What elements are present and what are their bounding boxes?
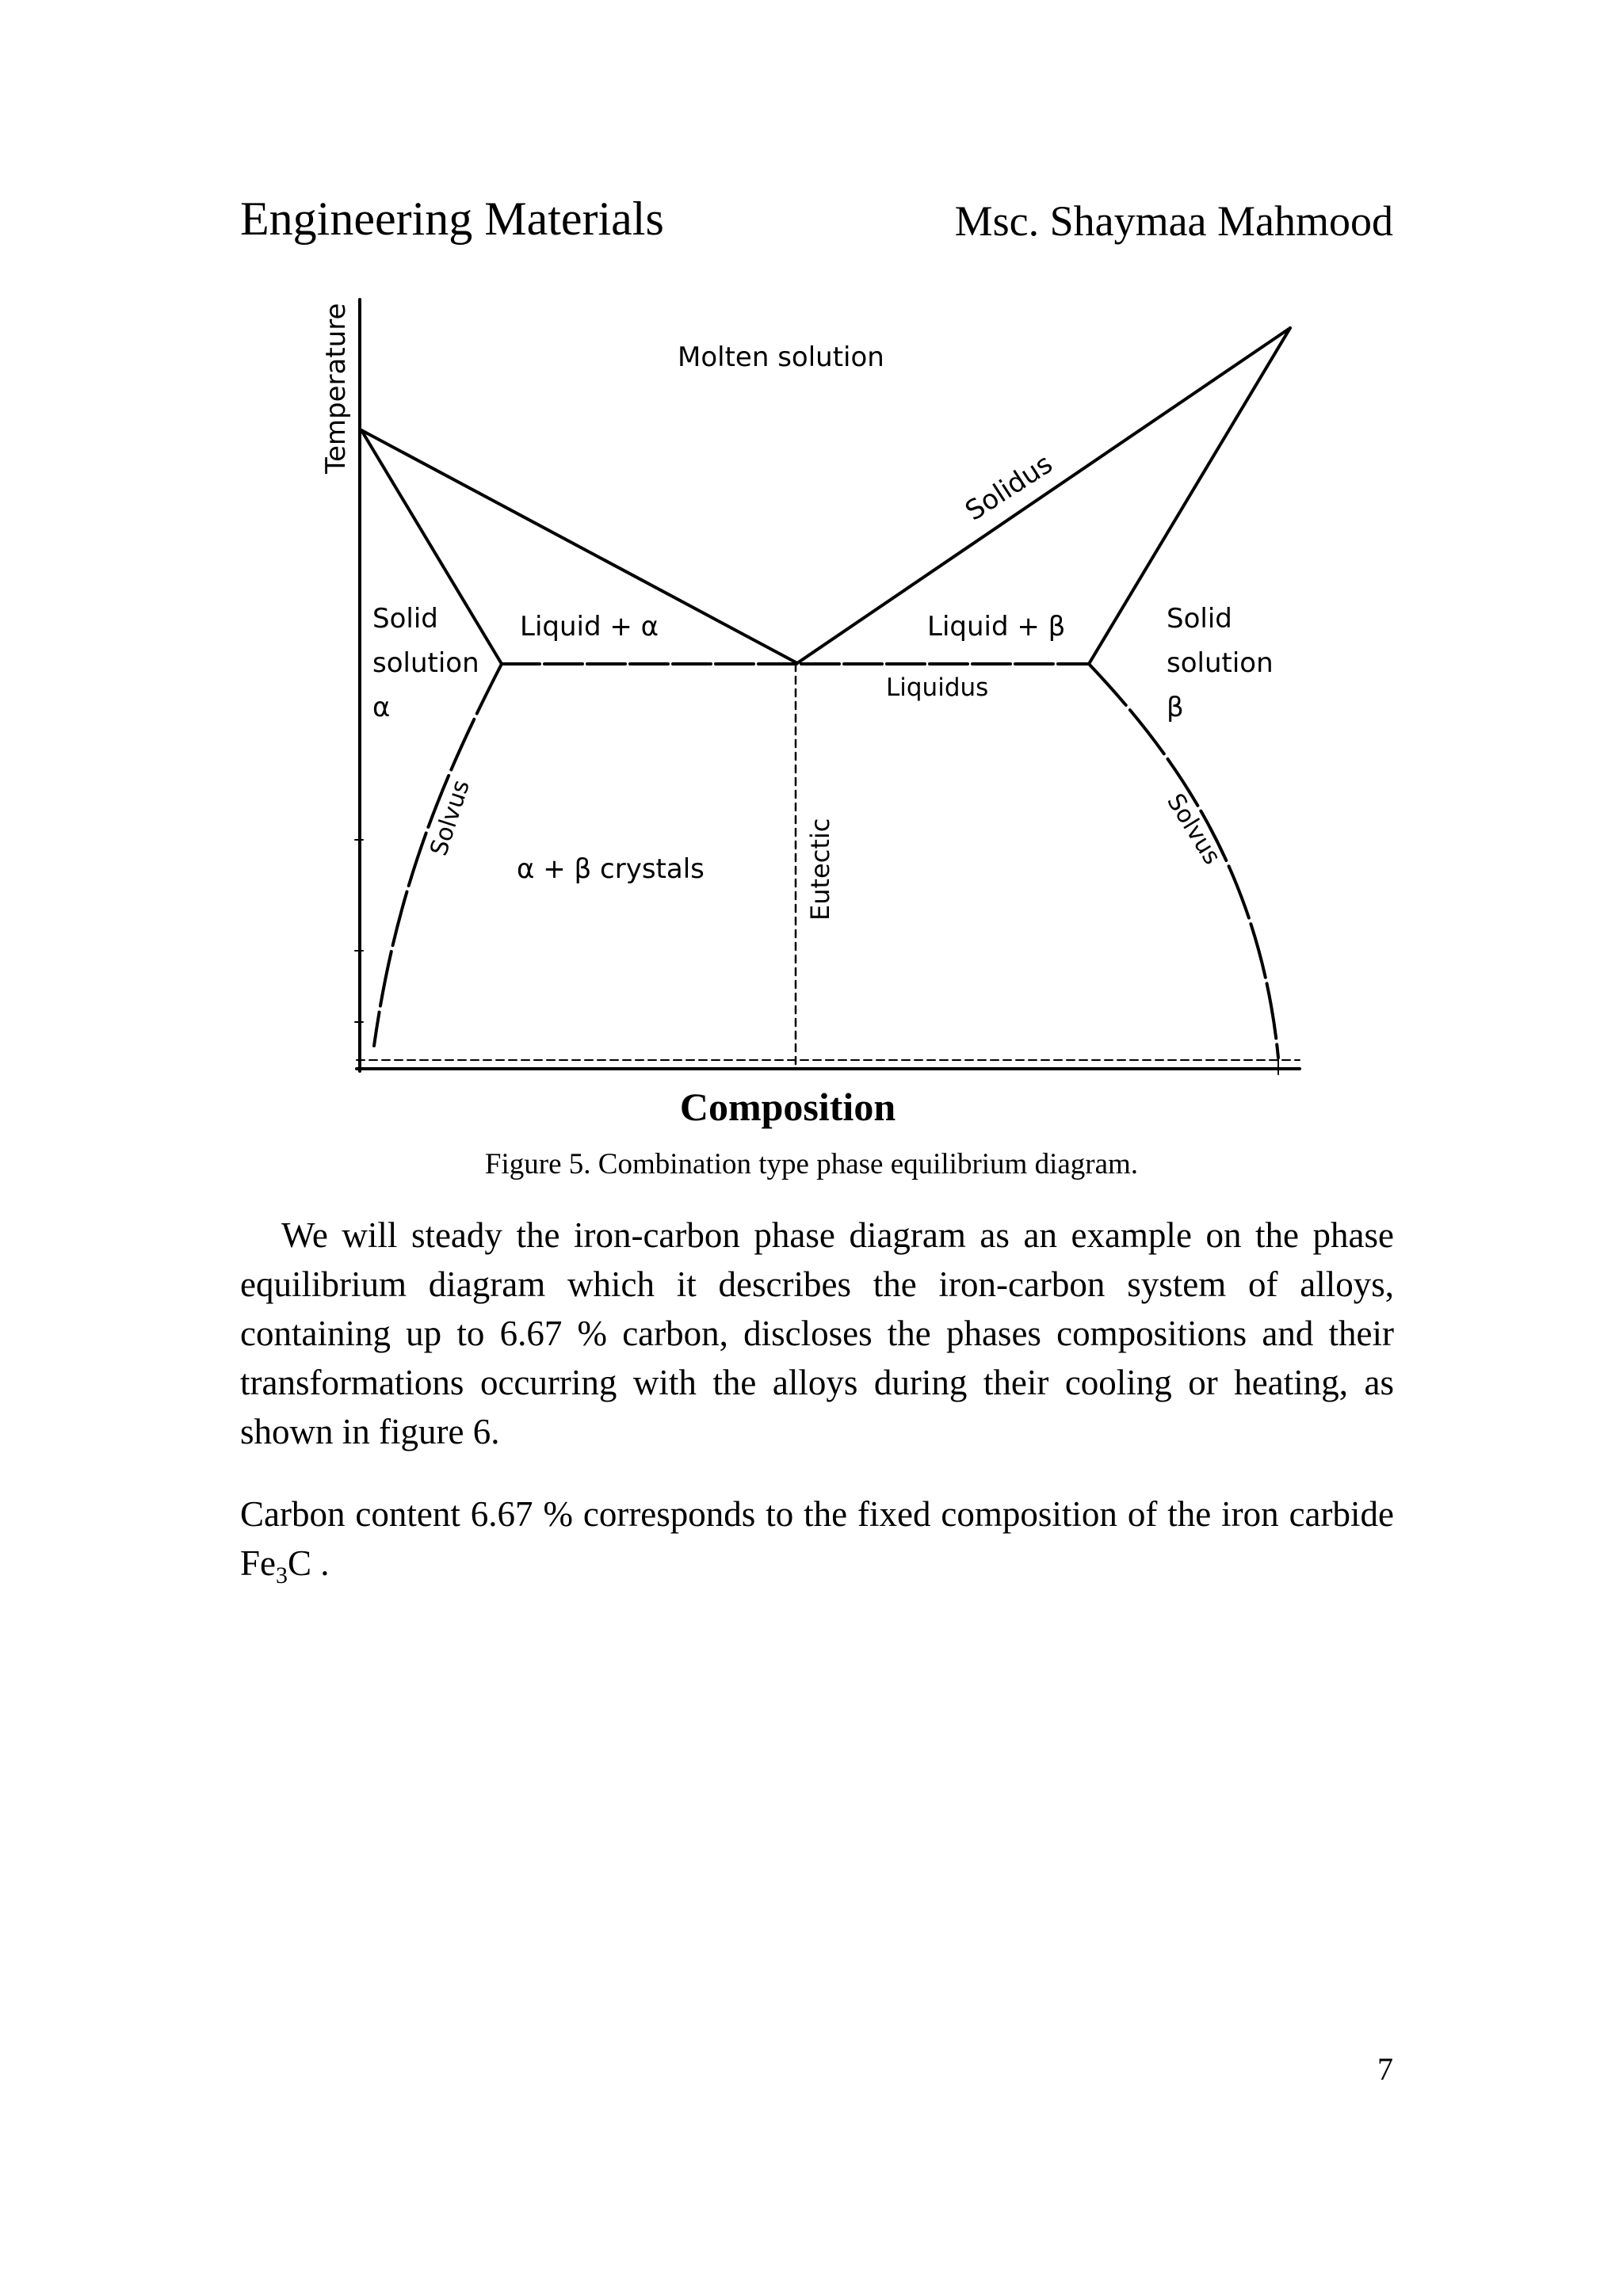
solid-alpha-label-line1: Solid [372,603,438,635]
solid-alpha-label-line3: α [372,692,391,723]
liquidus-label: Liquidus [886,673,989,702]
molten-solution-label: Molten solution [678,341,884,373]
solid-beta-label-line2: solution [1167,647,1274,679]
body-paragraph-2 [240,1489,1394,1600]
eutectic-label: Eutectic [805,818,835,921]
crystals-label: α + β crystals [517,853,705,885]
solvus-left-label: Solvus [425,776,475,860]
y-axis-label: Temperature [320,303,352,474]
liquid-beta-label: Liquid + β [927,611,1066,643]
body-paragraph-1: We will steady the iron-carbon phase diagram as an example on the phase equilibrium diagram which it describes the iron-carbon system of alloys, containing up to 6.67 % carbon, discloses the phases compositions and their transformations occurring with the alloys during their cooling or heating, as shown in figure 6. [240,1215,1394,1451]
x-axis-label: Composition [679,1085,896,1129]
document-author: Msc. Shaymaa Mahmood [954,197,1393,245]
solid-beta-label-line3: β [1167,692,1184,723]
solidus-label: Solidus [960,448,1059,528]
page-number: 7 [1377,2051,1393,2087]
solid-beta-label-line1: Solid [1167,603,1232,635]
document-title: Engineering Materials [240,193,664,245]
liquid-alpha-label: Liquid + α [520,611,659,643]
paragraph-2-tail: C . [288,1543,330,1583]
solvus-right-label: Solvus [1161,788,1226,870]
paragraph-2-text: Carbon content 6.67 % corresponds to the fixed composition of the iron carbide Fe [240,1494,1394,1583]
solid-alpha-label-line2: solution [372,647,479,679]
paragraph-2-subscript: 3 [276,1562,288,1589]
figure-caption: Figure 5. Combination type phase equilibrium diagram. [484,1148,1139,1180]
